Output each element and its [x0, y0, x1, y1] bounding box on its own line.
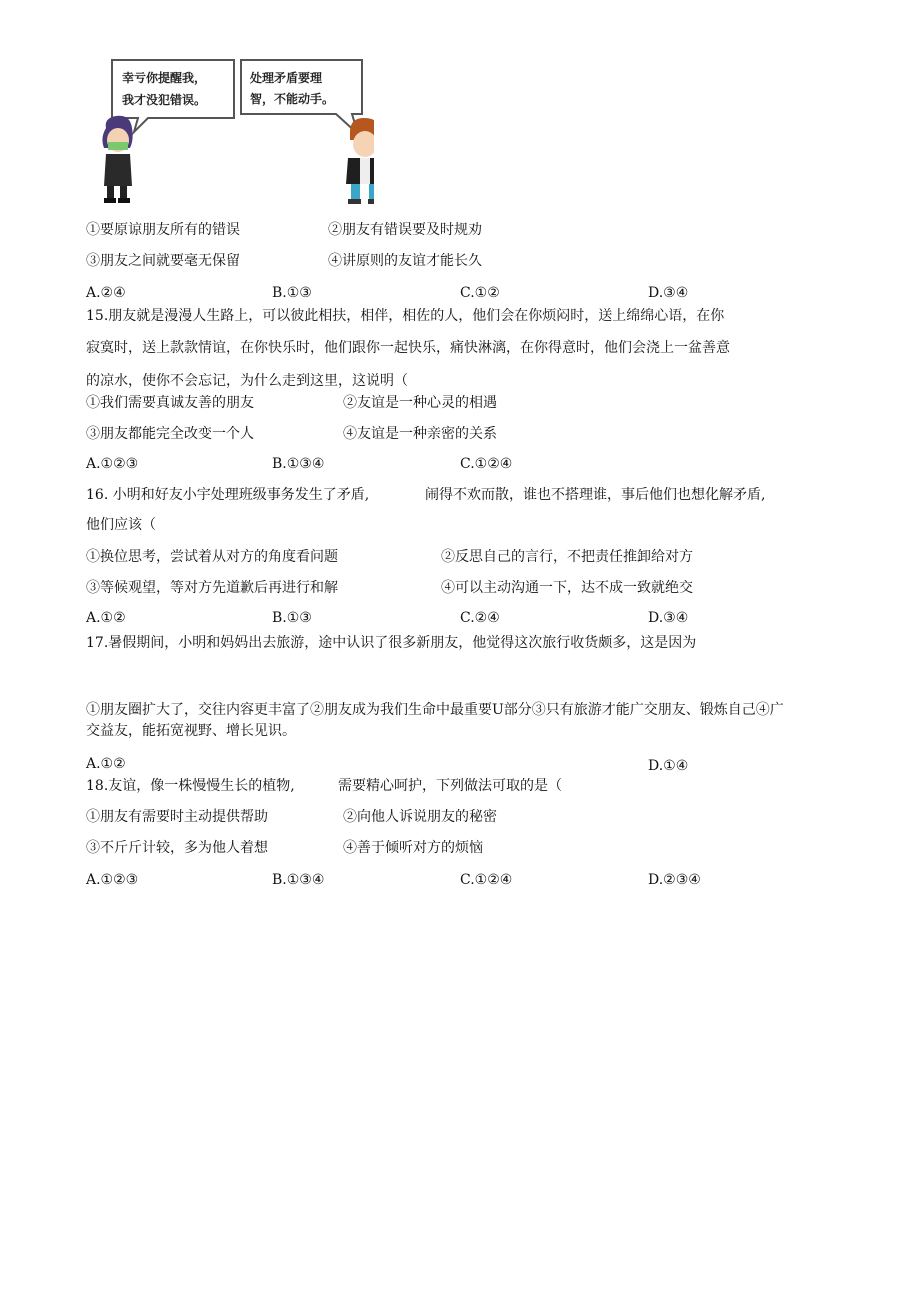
- q18-option-c: C.①②④: [460, 872, 513, 888]
- q16-option-b: B.①③: [272, 610, 312, 626]
- q14-item-1: ①要原谅朋友所有的错误: [86, 222, 240, 238]
- q15-stem-line-2: 寂寞时，送上款款情谊，在你快乐时，他们跟你一起快乐，痛快淋漓，在你得意时，他们会浇上一盆善意: [86, 340, 730, 356]
- speech-bubble-right: [241, 60, 362, 134]
- speech-bubble-left: [112, 60, 234, 132]
- q15-option-b: B.①③④: [272, 456, 325, 472]
- q15-item-1: ①我们需要真诚友善的朋友: [86, 395, 254, 411]
- q15-item-3: ③朋友都能完全改变一个人: [86, 426, 254, 442]
- q18-option-d: D.②③④: [648, 872, 701, 888]
- q15-option-c: C.①②④: [460, 456, 513, 472]
- q15-option-a: A.①②③: [86, 456, 139, 472]
- bubble-right-line-2: 智，不能动手。: [250, 92, 335, 106]
- bubble-left-line-1: 幸亏你提醒我，: [122, 71, 207, 85]
- bubble-left-line-2: 我才没犯错误。: [122, 93, 207, 107]
- q18-option-a: A.①②③: [86, 872, 139, 888]
- q14-option-a: A.②④: [86, 285, 126, 301]
- q15-item-4: ④友谊是一种亲密的关系: [343, 426, 497, 442]
- q15-stem-line-1: 15.朋友就是漫漫人生路上，可以彼此相扶，相伴，相佐的人，他们会在你烦闷时，送上绵绵心语，在你: [86, 308, 725, 324]
- q15-stem-line-3: 的凉水，使你不会忘记，为什么走到这里，这说明（: [86, 373, 408, 389]
- q16-option-c: C.②④: [460, 610, 500, 626]
- q16-item-3: ③等候观望，等对方先道歉后再进行和解: [86, 580, 338, 596]
- q16-stem-line-2: 他们应该（: [86, 517, 156, 533]
- q17-stem: 17.暑假期间，小明和妈妈出去旅游，途中认识了很多新朋友，他觉得这次旅行收货颇多，这是因为: [86, 635, 697, 651]
- q14-item-3: ③朋友之间就要毫无保留: [86, 253, 240, 269]
- cartoon-illustration: [84, 58, 374, 208]
- q17-items-line-2: 交益友，能拓宽视野、增长见识。: [86, 723, 296, 739]
- q16-item-2: ②反思自己的言行，不把责任推卸给对方: [441, 549, 693, 565]
- q16-option-a: A.①②: [86, 610, 126, 626]
- q14-item-4: ④讲原则的友谊才能长久: [328, 253, 482, 269]
- q15-item-2: ②友谊是一种心灵的相遇: [343, 395, 497, 411]
- q14-option-c: C.①②: [460, 285, 500, 301]
- q17-option-a: A.①②: [86, 756, 126, 772]
- q18-stem-part-2: 需要精心呵护，下列做法可取的是（: [338, 778, 562, 794]
- q18-item-2: ②向他人诉说朋友的秘密: [343, 809, 497, 825]
- q17-items-line-1: ①朋友圈扩大了，交往内容更丰富了②朋友成为我们生命中最重要U部分③只有旅游才能广交朋友、锻炼自己④广: [86, 702, 784, 718]
- q18-item-4: ④善于倾听对方的烦恼: [343, 840, 483, 856]
- q16-item-1: ①换位思考，尝试着从对方的角度看问题: [86, 549, 338, 565]
- character-left-icon: [102, 116, 132, 203]
- q16-item-4: ④可以主动沟通一下，达不成一致就绝交: [441, 580, 693, 596]
- q18-item-1: ①朋友有需要时主动提供帮助: [86, 809, 268, 825]
- q16-stem-part-2: 闹得不欢而散，谁也不搭理谁，事后他们也想化解矛盾,: [425, 487, 766, 503]
- q14-option-d: D.③④: [648, 285, 689, 301]
- q16-stem-part-1: 16. 小明和好友小宇处理班级事务发生了矛盾,: [86, 487, 370, 503]
- q17-option-d: D.①④: [648, 758, 689, 774]
- q16-option-d: D.③④: [648, 610, 689, 626]
- q18-item-3: ③不斤斤计较，多为他人着想: [86, 840, 268, 856]
- q14-item-2: ②朋友有错误要及时规劝: [328, 222, 482, 238]
- q18-stem-part-1: 18.友谊，像一株慢慢生长的植物,: [86, 778, 295, 794]
- character-right-icon: [346, 118, 374, 204]
- q18-option-b: B.①③④: [272, 872, 325, 888]
- q14-option-b: B.①③: [272, 285, 312, 301]
- bubble-right-line-1: 处理矛盾要理: [250, 71, 323, 85]
